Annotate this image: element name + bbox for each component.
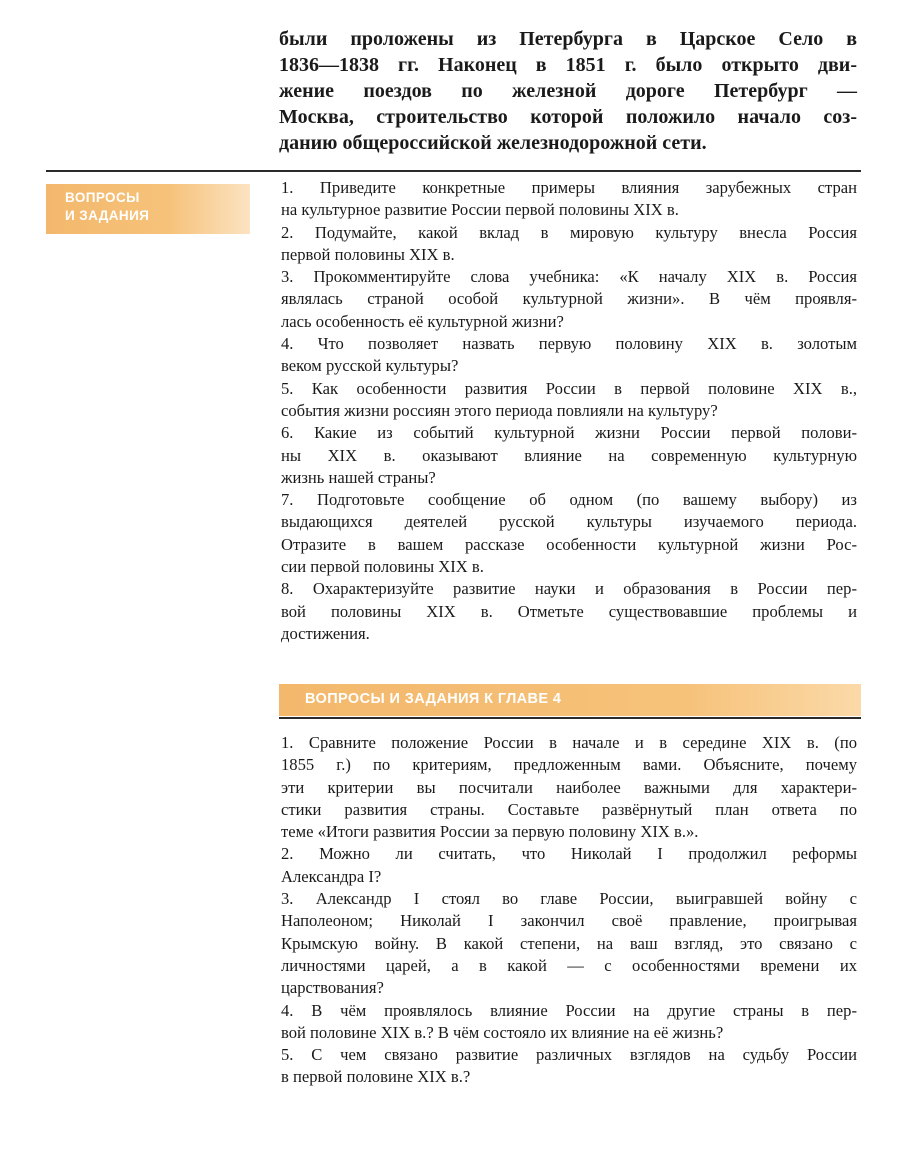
question-line: вой половины XIX в. Отметьте существовавшие проблемы и — [281, 601, 857, 621]
intro-line: были проложены из Петербурга в Царское Село в — [279, 28, 857, 50]
question-line: 2. Подумайте, какой вклад в мировую культуру внесла Россия — [281, 222, 857, 242]
question-line: в первой половине XIX в.? — [281, 1067, 471, 1087]
chapter-heading-rule — [279, 717, 861, 719]
question-line: эти критерии вы посчитали наиболее важными для характери- — [281, 777, 857, 797]
question-line: вой половине XIX в.? В чём состояло их влияние на её жизнь? — [281, 1022, 724, 1042]
question-line: 1. Сравните положение России в начале и в середине XIX в. (по — [281, 733, 857, 752]
question-line: являлась страной особой культурной жизни». В чём проявля- — [281, 289, 857, 309]
question-line: Наполеоном; Николай I закончил своё правление, проигрывая — [281, 911, 857, 931]
question-line: Отразите в вашем рассказе особенности культурной жизни Рос- — [281, 534, 857, 554]
question-line: жизнь нашей страны? — [281, 467, 436, 487]
question-line: 5. Как особенности развития России в первой половине XIX в., — [281, 378, 857, 398]
question-line: царствования? — [281, 978, 384, 998]
question-line: Крымскую войну. В какой степени, на ваш взгляд, это связано с — [281, 933, 857, 953]
chapter-heading-text: ВОПРОСЫ И ЗАДАНИЯ К ГЛАВЕ 4 — [305, 691, 562, 707]
questions-badge — [46, 184, 250, 234]
question-line: выдающихся деятелей русской культуры изучаемого периода. — [281, 512, 857, 532]
intro-line: Москва, строительство которой положило начало соз- — [279, 106, 857, 128]
intro-line: жение поездов по железной дороге Петербург — — [279, 80, 857, 102]
question-line: на культурное развитие России первой половины XIX в. — [281, 200, 679, 220]
intro-line: данию общероссийской железнодорожной сети. — [279, 132, 707, 154]
question-line: 8. Охарактеризуйте развитие науки и образования в России пер- — [281, 579, 857, 599]
intro-paragraph — [279, 26, 857, 156]
question-line: 4. В чём проявлялось влияние России на другие страны в пер- — [281, 1000, 857, 1020]
badge-line-2: И ЗАДАНИЯ — [65, 208, 150, 223]
question-line: 1855 г.) по критериям, предложенным вами. Объясните, почему — [281, 755, 857, 775]
question-line: 7. Подготовьте сообщение об одном (по вашему выбору) из — [281, 490, 857, 510]
question-line: ны XIX в. оказывают влияние на современную культурную — [281, 445, 857, 465]
question-line: личностями царей, а в какой — с особенностями времени их — [281, 955, 857, 975]
question-line: веком русской культуры? — [281, 356, 459, 376]
chapter-questions-list — [281, 732, 857, 1089]
question-line: 3. Прокомментируйте слова учебника: «К началу XIX в. Россия — [281, 267, 857, 287]
question-line: стики развития страны. Составьте развёрнутый план ответа по — [281, 799, 857, 819]
question-line: 2. Можно ли считать, что Николай I продолжил реформы — [281, 844, 857, 864]
question-line: сии первой половины XIX в. — [281, 557, 484, 577]
question-line: Александра I? — [281, 866, 382, 886]
question-line: первой половины XIX в. — [281, 244, 455, 264]
intro-line: 1836—1838 гг. Наконец в 1851 г. было открыто дви- — [279, 54, 857, 76]
question-line: лась особенность её культурной жизни? — [281, 311, 564, 331]
question-line: 5. С чем связано развитие различных взглядов на судьбу России — [281, 1045, 857, 1065]
question-line: 3. Александр I стоял во главе России, выигравшей войну с — [281, 889, 857, 909]
question-line: 6. Какие из событий культурной жизни России первой полови- — [281, 423, 857, 443]
question-line: достижения. — [281, 623, 370, 643]
questions-list — [281, 177, 857, 645]
question-line: 1. Приведите конкретные примеры влияния зарубежных стран — [281, 178, 857, 197]
question-line: теме «Итоги развития России за первую половину XIX в.». — [281, 822, 699, 842]
question-line: 4. Что позволяет назвать первую половину XIX в. золотым — [281, 334, 857, 354]
badge-line-1: ВОПРОСЫ — [65, 190, 140, 205]
chapter-heading — [279, 684, 861, 716]
section-divider — [46, 170, 861, 172]
question-line: события жизни россиян этого периода повлияли на культуру? — [281, 400, 718, 420]
